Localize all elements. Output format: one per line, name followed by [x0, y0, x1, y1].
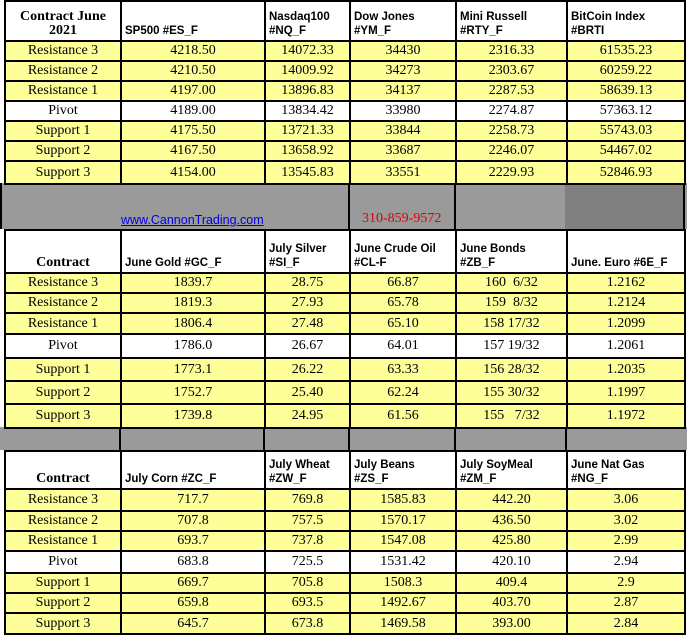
level-label: Resistance 2 — [5, 61, 121, 81]
level-value: 33980 — [350, 101, 456, 121]
level-value: 673.8 — [265, 613, 350, 634]
level-value: 2.84 — [567, 613, 685, 634]
level-value: 737.8 — [265, 531, 350, 551]
table-row — [5, 41, 685, 61]
level-value: 55743.03 — [567, 121, 685, 141]
level-value: 1570.17 — [350, 511, 456, 531]
level-value: 4210.50 — [121, 61, 265, 81]
level-value: 725.5 — [265, 551, 350, 573]
table-row — [5, 404, 685, 428]
level-value: 26.67 — [265, 334, 350, 358]
level-value: 1752.7 — [121, 381, 265, 404]
header-row — [5, 1, 685, 41]
level-value: 436.50 — [456, 511, 567, 531]
level-value: 2274.87 — [456, 101, 567, 121]
level-value: 2287.53 — [456, 81, 567, 101]
level-value: 2.9 — [567, 573, 685, 593]
level-value: 1547.08 — [350, 531, 456, 551]
level-label: Support 2 — [5, 593, 121, 613]
level-value: 693.7 — [121, 531, 265, 551]
level-value: 1585.83 — [350, 489, 456, 511]
level-value: 659.8 — [121, 593, 265, 613]
level-value: 1.2061 — [567, 334, 685, 358]
level-value: 34273 — [350, 61, 456, 81]
level-value: 707.8 — [121, 511, 265, 531]
instrument-header: June Nat Gas #NG_F — [567, 451, 685, 489]
level-label: Pivot — [5, 334, 121, 358]
level-value: 1.2162 — [567, 273, 685, 293]
level-value: 33844 — [350, 121, 456, 141]
level-value: 25.40 — [265, 381, 350, 404]
level-value: 27.48 — [265, 313, 350, 334]
table-row — [5, 531, 685, 551]
instrument-header: June Gold #GC_F — [121, 230, 265, 273]
level-value: 425.80 — [456, 531, 567, 551]
level-value: 1773.1 — [121, 358, 265, 381]
level-label: Pivot — [5, 551, 121, 573]
level-value: 160 6/32 — [456, 273, 567, 293]
instrument-header: SP500 #ES_F — [121, 1, 265, 41]
level-label: Resistance 3 — [5, 273, 121, 293]
level-value: 58639.13 — [567, 81, 685, 101]
level-value: 34137 — [350, 81, 456, 101]
level-value: 4175.50 — [121, 121, 265, 141]
instrument-header: Mini Russell #RTY_F — [456, 1, 567, 41]
contract-header: Contract — [5, 451, 121, 489]
levels-table-2 — [4, 229, 686, 429]
level-value: 3.02 — [567, 511, 685, 531]
table-row — [5, 573, 685, 593]
level-value: 1.2124 — [567, 293, 685, 313]
level-value: 26.22 — [265, 358, 350, 381]
level-value: 1.2035 — [567, 358, 685, 381]
level-value: 4197.00 — [121, 81, 265, 101]
level-label: Support 1 — [5, 358, 121, 381]
level-value: 13896.83 — [265, 81, 350, 101]
header-row — [5, 451, 685, 489]
phone-number: 310-859-9572 — [362, 211, 442, 226]
level-value: 52846.93 — [567, 161, 685, 184]
level-value: 1492.67 — [350, 593, 456, 613]
table-row — [5, 381, 685, 404]
table-row — [5, 313, 685, 334]
level-label: Support 2 — [5, 381, 121, 404]
level-value: 14009.92 — [265, 61, 350, 81]
instrument-header: BitCoin Index #BRTI — [567, 1, 685, 41]
level-label: Resistance 3 — [5, 489, 121, 511]
level-label: Support 3 — [5, 161, 121, 184]
level-value: 693.5 — [265, 593, 350, 613]
level-value: 769.8 — [265, 489, 350, 511]
contract-header: Contract — [5, 230, 121, 273]
level-value: 2.99 — [567, 531, 685, 551]
level-value: 4154.00 — [121, 161, 265, 184]
table-row — [5, 61, 685, 81]
level-value: 1786.0 — [121, 334, 265, 358]
level-value: 409.4 — [456, 573, 567, 593]
contact-band — [0, 183, 687, 229]
level-label: Support 3 — [5, 613, 121, 634]
table-row — [5, 273, 685, 293]
level-label: Resistance 2 — [5, 511, 121, 531]
level-value: 442.20 — [456, 489, 567, 511]
instrument-header: July SoyMeal #ZM_F — [456, 451, 567, 489]
level-label: Resistance 1 — [5, 313, 121, 334]
level-value: 54467.02 — [567, 141, 685, 161]
contract-header: Contract June 2021 — [5, 1, 121, 41]
level-label: Support 2 — [5, 141, 121, 161]
header-row — [5, 230, 685, 273]
table-row — [5, 593, 685, 613]
table-row — [5, 81, 685, 101]
level-value: 1508.3 — [350, 573, 456, 593]
level-value: 669.7 — [121, 573, 265, 593]
table-row — [5, 489, 685, 511]
level-value: 1806.4 — [121, 313, 265, 334]
instrument-header: July Beans #ZS_F — [350, 451, 456, 489]
table-row — [5, 161, 685, 184]
level-label: Support 1 — [5, 121, 121, 141]
level-value: 420.10 — [456, 551, 567, 573]
level-value: 13834.42 — [265, 101, 350, 121]
table-row — [5, 121, 685, 141]
level-value: 4189.00 — [121, 101, 265, 121]
table-row — [5, 613, 685, 634]
level-label: Resistance 1 — [5, 531, 121, 551]
level-value: 1.2099 — [567, 313, 685, 334]
level-value: 2.87 — [567, 593, 685, 613]
level-label: Support 3 — [5, 404, 121, 428]
separator-band — [0, 427, 687, 450]
level-label: Resistance 2 — [5, 293, 121, 313]
table-row — [5, 293, 685, 313]
level-value: 2.94 — [567, 551, 685, 573]
table-row — [5, 101, 685, 121]
level-value: 28.75 — [265, 273, 350, 293]
instrument-header: June Bonds #ZB_F — [456, 230, 567, 273]
level-value: 4218.50 — [121, 41, 265, 61]
instrument-header: Nasdaq100 #NQ_F — [265, 1, 350, 41]
level-label: Resistance 1 — [5, 81, 121, 101]
table-row — [5, 141, 685, 161]
level-label: Pivot — [5, 101, 121, 121]
table-row — [5, 358, 685, 381]
instrument-header: June Crude Oil #CL-F — [350, 230, 456, 273]
level-value: 717.7 — [121, 489, 265, 511]
level-value: 62.24 — [350, 381, 456, 404]
level-value: 403.70 — [456, 593, 567, 613]
level-value: 3.06 — [567, 489, 685, 511]
levels-table-1 — [4, 0, 686, 185]
instrument-header: July Silver #SI_F — [265, 230, 350, 273]
level-value: 61.56 — [350, 404, 456, 428]
level-value: 34430 — [350, 41, 456, 61]
level-value: 645.7 — [121, 613, 265, 634]
level-value: 27.93 — [265, 293, 350, 313]
level-value: 1819.3 — [121, 293, 265, 313]
level-value: 155 7/32 — [456, 404, 567, 428]
level-value: 13721.33 — [265, 121, 350, 141]
level-value: 2258.73 — [456, 121, 567, 141]
table-row — [5, 551, 685, 573]
level-value: 65.10 — [350, 313, 456, 334]
level-value: 24.95 — [265, 404, 350, 428]
instrument-header: June. Euro #6E_F — [567, 230, 685, 273]
level-value: 159 8/32 — [456, 293, 567, 313]
level-value: 1839.7 — [121, 273, 265, 293]
level-value: 155 30/32 — [456, 381, 567, 404]
level-value: 158 17/32 — [456, 313, 567, 334]
level-value: 1739.8 — [121, 404, 265, 428]
instrument-header: July Corn #ZC_F — [121, 451, 265, 489]
level-value: 33687 — [350, 141, 456, 161]
level-value: 64.01 — [350, 334, 456, 358]
table-row — [5, 334, 685, 358]
instrument-header: July Wheat #ZW_F — [265, 451, 350, 489]
level-value: 63.33 — [350, 358, 456, 381]
level-value: 1.1997 — [567, 381, 685, 404]
level-value: 1469.58 — [350, 613, 456, 634]
website-link[interactable]: www.CannonTrading.com — [121, 213, 264, 227]
level-value: 13658.92 — [265, 141, 350, 161]
level-value: 1531.42 — [350, 551, 456, 573]
level-value: 14072.33 — [265, 41, 350, 61]
level-value: 156 28/32 — [456, 358, 567, 381]
level-value: 757.5 — [265, 511, 350, 531]
level-value: 393.00 — [456, 613, 567, 634]
level-value: 157 19/32 — [456, 334, 567, 358]
level-value: 683.8 — [121, 551, 265, 573]
level-value: 66.87 — [350, 273, 456, 293]
level-value: 1.1972 — [567, 404, 685, 428]
level-value: 57363.12 — [567, 101, 685, 121]
level-value: 61535.23 — [567, 41, 685, 61]
level-value: 2303.67 — [456, 61, 567, 81]
level-value: 2246.07 — [456, 141, 567, 161]
level-value: 13545.83 — [265, 161, 350, 184]
table-row — [5, 511, 685, 531]
level-label: Support 1 — [5, 573, 121, 593]
instrument-header: Dow Jones #YM_F — [350, 1, 456, 41]
level-value: 705.8 — [265, 573, 350, 593]
level-value: 4167.50 — [121, 141, 265, 161]
level-value: 65.78 — [350, 293, 456, 313]
level-label: Resistance 3 — [5, 41, 121, 61]
level-value: 60259.22 — [567, 61, 685, 81]
level-value: 2229.93 — [456, 161, 567, 184]
levels-table-3 — [4, 450, 686, 635]
level-value: 33551 — [350, 161, 456, 184]
level-value: 2316.33 — [456, 41, 567, 61]
